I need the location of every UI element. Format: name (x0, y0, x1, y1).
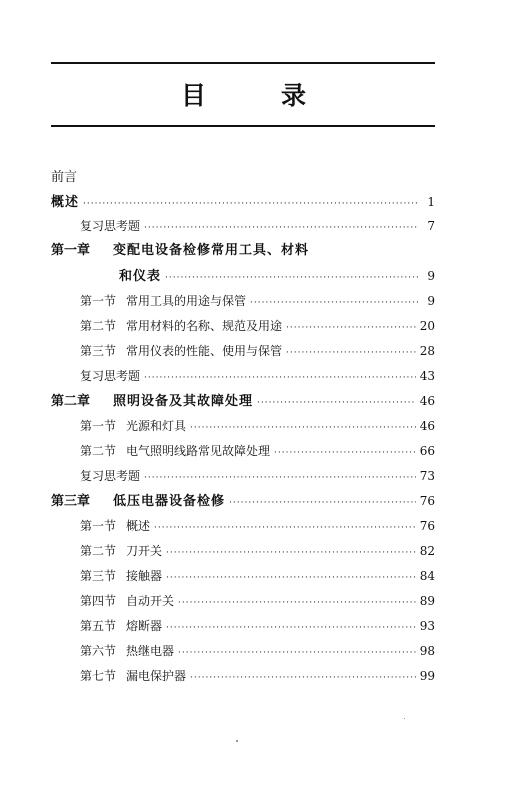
toc-entry-label: 电气照明线路常见故障处理 (126, 444, 271, 458)
dot-leader (83, 194, 419, 214)
dot-leader (286, 343, 416, 363)
dot-leader (229, 493, 416, 513)
toc-entry[interactable] (80, 666, 435, 686)
section-number: 第一节 (80, 419, 117, 433)
preface-heading (51, 168, 171, 188)
toc-entry-label: 复习思考题 (80, 219, 141, 233)
toc-entry-label: 光源和灯具 (126, 419, 187, 433)
toc-entry[interactable] (80, 316, 435, 336)
toc-entry-page: 73 (419, 469, 435, 483)
toc-entry[interactable] (80, 216, 435, 236)
toc-entry-label: 常用材料的名称、规范及用途 (126, 319, 283, 333)
title-char-2: 录 (281, 81, 307, 110)
toc-entry-label: 接触器 (126, 569, 163, 583)
chapter-title: 低压电器设备检修 (113, 494, 226, 509)
chapter-title: 变配电设备检修常用工具、材料 (113, 243, 310, 258)
toc-entry[interactable] (80, 591, 435, 611)
toc-entry-label: 复习思考题 (80, 469, 141, 483)
toc-entry-page: 84 (419, 569, 435, 583)
section-number: 第二节 (80, 444, 117, 458)
toc-entry[interactable] (80, 441, 435, 461)
chapter-number: 第一章 (51, 243, 91, 258)
toc-entry-page: 89 (419, 594, 435, 608)
toc-entry-label: 常用仪表的性能、使用与保管 (126, 344, 283, 358)
toc-entry[interactable] (80, 416, 435, 436)
dot-leader (144, 368, 416, 388)
toc-entry[interactable] (80, 291, 435, 311)
toc-entry-label: 漏电保护器 (126, 669, 187, 683)
toc-chapter-heading[interactable] (51, 241, 435, 261)
dot-leader (286, 318, 416, 338)
toc-entry-label: 自动开关 (126, 594, 175, 608)
toc-entry-page: 46 (419, 394, 435, 408)
toc-entry[interactable] (80, 566, 435, 586)
dot-leader (190, 418, 416, 438)
toc-entry-page: 93 (419, 619, 435, 633)
dot-leader (154, 518, 416, 538)
toc-entry[interactable] (80, 541, 435, 561)
toc-entry[interactable] (51, 192, 435, 212)
toc-entry-page: 7 (427, 219, 435, 233)
dot-leader (166, 618, 416, 638)
section-number: 第一节 (80, 519, 117, 533)
toc-entry-page: 9 (427, 269, 435, 283)
dot-leader (190, 668, 416, 688)
toc-chapter[interactable] (51, 391, 435, 411)
toc-entry-page: 99 (419, 669, 435, 683)
chapter-number: 第三章 (51, 494, 91, 509)
dot-leader (144, 468, 416, 488)
section-number: 第四节 (80, 594, 117, 608)
toc-entry-label: 热继电器 (126, 644, 175, 658)
toc-entry-page: 76 (419, 494, 435, 508)
scan-speck (236, 740, 238, 742)
scan-speck (404, 718, 405, 719)
dot-leader (165, 268, 419, 288)
toc-entry-page: 66 (419, 444, 435, 458)
toc-entry-page: 98 (419, 644, 435, 658)
preface-label: 前言 (51, 170, 78, 185)
toc-entry[interactable] (80, 366, 435, 386)
toc-entry[interactable] (80, 516, 435, 536)
dot-leader (178, 593, 416, 613)
dot-leader (166, 543, 416, 563)
section-number: 第二节 (80, 319, 117, 333)
toc-entry-page: 9 (427, 294, 435, 308)
chapter-title-cont: 和仪表 (119, 269, 162, 284)
section-number: 第六节 (80, 644, 117, 658)
toc-entry[interactable] (119, 266, 435, 286)
toc-chapter[interactable] (51, 491, 435, 511)
dot-leader (144, 218, 419, 238)
section-number: 第二节 (80, 544, 117, 558)
toc-entry-label: 概述 (126, 519, 151, 533)
toc-entry-page: 20 (419, 319, 435, 333)
toc-entry-label: 复习思考题 (80, 369, 141, 383)
section-number: 第五节 (80, 619, 117, 633)
toc-entry-label: 熔断器 (126, 619, 163, 633)
chapter-number: 第二章 (51, 394, 91, 409)
section-number: 第七节 (80, 669, 117, 683)
toc-entry[interactable] (80, 616, 435, 636)
toc-entry[interactable] (80, 341, 435, 361)
dot-leader (274, 443, 416, 463)
toc-entry[interactable] (80, 466, 435, 486)
dot-leader (257, 393, 416, 413)
top-rule (51, 62, 435, 64)
toc-entry-page: 43 (419, 369, 435, 383)
dot-leader (250, 293, 419, 313)
dot-leader (178, 643, 416, 663)
toc-entry[interactable] (80, 641, 435, 661)
bottom-rule (51, 125, 435, 127)
toc-entry-label: 刀开关 (126, 544, 163, 558)
section-number: 第三节 (80, 569, 117, 583)
toc-entry-label: 常用工具的用途与保管 (126, 294, 247, 308)
section-number: 第三节 (80, 344, 117, 358)
toc-entry-page: 28 (419, 344, 435, 358)
section-number: 第一节 (80, 294, 117, 308)
toc-entry-label: 概述 (51, 195, 80, 210)
toc-entry-page: 46 (419, 419, 435, 433)
toc-entry-page: 76 (419, 519, 435, 533)
dot-leader (166, 568, 416, 588)
chapter-title: 照明设备及其故障处理 (113, 394, 254, 409)
toc-entry-page: 1 (427, 195, 435, 209)
title-char-1: 目 (181, 81, 207, 110)
toc-entry-page: 82 (419, 544, 435, 558)
